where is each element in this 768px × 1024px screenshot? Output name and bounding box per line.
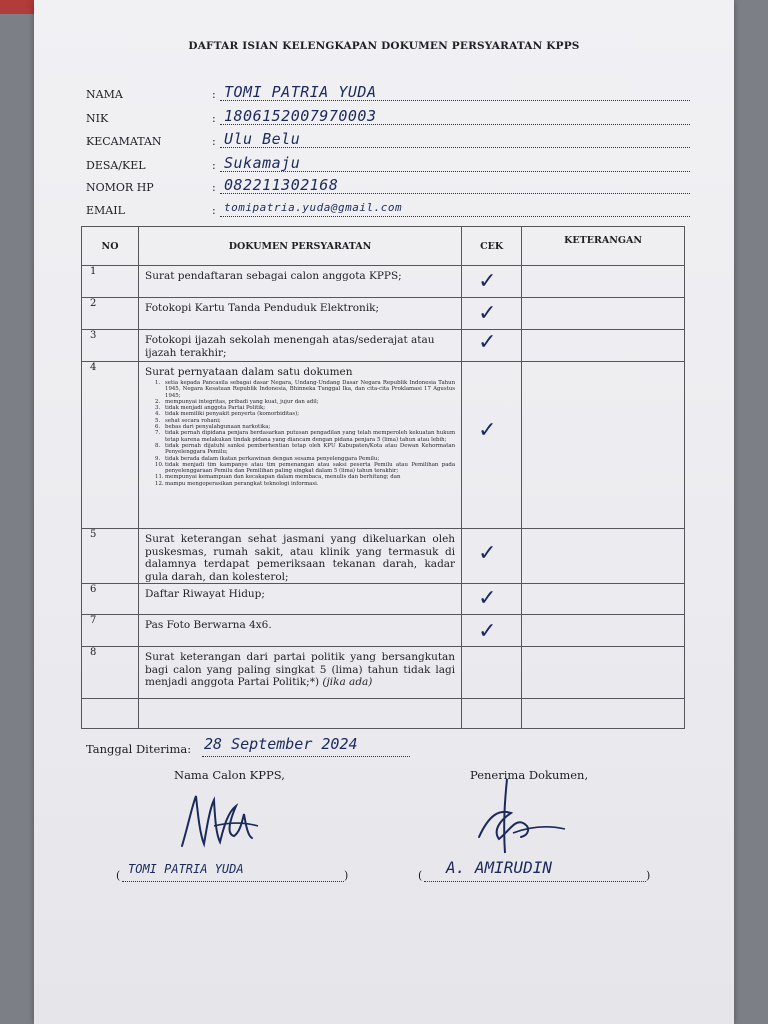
field-value-nik[interactable]: 1806152007970003 [224, 107, 377, 125]
table-row [82, 298, 685, 330]
row-ket[interactable] [522, 615, 685, 647]
field-colon: : [212, 159, 216, 172]
right-paren-close: ) [646, 869, 651, 882]
field-colon: : [212, 181, 216, 194]
row-no: 1 [82, 266, 139, 298]
right-signature-name[interactable]: A. AMIRUDIN [446, 858, 552, 877]
list-item: 11. mempunyai kemampuan dan kecakapan dalam membaca, menulis dan berhitung; dan [155, 474, 401, 481]
check-mark-icon: ✓ [478, 541, 497, 566]
row-doc-title: Surat pernyataan dalam satu dokumen [145, 366, 353, 378]
row-cek[interactable] [462, 298, 522, 330]
field-value-desa[interactable]: Sukamaju [224, 154, 301, 172]
list-item: 7. tidak pernah dipidana penjara berdasarkan putusan pengadilan yang telah memperoleh kekuatan hukum tetap karena melakukan tindak pidana yang diancam dengan pidana penjara 5 (lima) tahun atau lebih; [155, 430, 456, 443]
field-colon: : [212, 88, 216, 101]
tanggal-value[interactable]: 28 September 2024 [204, 735, 358, 753]
list-item: 10. tidak menjadi tim kampanye atau tim pemenangan atau saksi peserta Pemilu atau Pemilihan pada penyelenggaraan Pemilu dan Pemilihan paling singkat dalam 5 (lima) tahun terakhir; [155, 461, 456, 475]
row-doc: Fotokopi Kartu Tanda Penduduk Elektronik; [139, 298, 462, 330]
list-item: 12. mampu mengoperasikan perangkat teknologi informasi. [155, 480, 319, 487]
row-ket[interactable] [522, 362, 685, 529]
row-doc: Surat keterangan sehat jasmani yang dikeluarkan oleh puskesmas, rumah sakit, atau klinik yang termasuk di dalamnya terdapat pemeriksaan tekanan darah, kadar gula darah, dan kolesterol; [139, 529, 462, 584]
field-value-nama[interactable]: TOMI PATRIA YUDA [224, 83, 377, 101]
row-no: 6 [82, 584, 139, 615]
list-item: 1. setia kepada Pancasila sebagai dasar Negara, Undang-Undang Dasar Negara Republik Indonesia Tahun 1945, Negara Kesatuan Republik Indonesia, Bhinneka Tunggal Ika, dan cita-cita Proklamasi 17 Agustus 1945; [155, 380, 456, 399]
row-doc: Pas Foto Berwarna 4x6. [139, 615, 462, 647]
table-header-row [82, 227, 685, 266]
left-paren-close: ) [344, 869, 349, 882]
document-table [81, 226, 685, 729]
right-signature-title: Penerima Dokumen, [470, 768, 589, 782]
field-dotline [220, 215, 690, 217]
row-doc: Daftar Riwayat Hidup; [139, 584, 462, 615]
form-title: DAFTAR ISIAN KELENGKAPAN DOKUMEN PERSYARATAN KPPS [188, 40, 580, 52]
field-value-hp[interactable]: 082211302168 [224, 176, 339, 194]
row-no [82, 699, 139, 729]
form-paper [34, 0, 734, 1024]
check-mark-icon: ✓ [478, 301, 497, 326]
header-doc: DOKUMEN PERSYARATAN [139, 227, 462, 266]
table-row [82, 529, 685, 584]
row-ket[interactable] [522, 298, 685, 330]
check-mark-icon: ✓ [478, 269, 497, 294]
list-item: 9. tidak berada dalam ikatan perkawinan dengan sesama penyelenggara Pemilu; [155, 455, 380, 462]
row-cek[interactable] [462, 266, 522, 298]
field-dotline [220, 170, 690, 172]
list-item: 8. tidak pernah dijatuhi sanksi pemberhentian tetap oleh KPU Kabupaten/Kota atau Dewan Kehormatan Penyelenggara Pemilu; [155, 442, 456, 456]
left-paren-open: ( [116, 869, 121, 882]
field-label-nik: NIK [86, 112, 109, 125]
left-signature-name[interactable]: TOMI PATRIA YUDA [128, 862, 244, 876]
field-colon: : [212, 204, 216, 217]
row-no: 4 [82, 362, 139, 529]
field-label-nama: NAMA [86, 88, 123, 101]
row-doc [139, 362, 462, 529]
row-no: 5 [82, 529, 139, 584]
row-no: 2 [82, 298, 139, 330]
list-item: 5. sehat secara rohani; [155, 417, 221, 424]
table-row [82, 584, 685, 615]
table-row [82, 362, 685, 529]
row-ket[interactable] [522, 330, 685, 362]
row-doc: Surat keterangan dari partai politik yang bersangkutan bagi calon yang paling singkat 5 (lima) tahun tidak lagi menjadi anggota Partai Politik;*) (jika ada) [139, 647, 462, 699]
header-cek: CEK [462, 227, 522, 266]
field-label-kecamatan: KECAMATAN [86, 135, 162, 148]
field-dotline [220, 192, 690, 194]
row-ket[interactable] [522, 584, 685, 615]
row-cek[interactable] [462, 330, 522, 362]
left-signature-title: Nama Calon KPPS, [174, 768, 285, 782]
list-item: 6. bebas dari penyalahgunaan narkotika; [155, 424, 271, 431]
tanggal-label: Tanggal Diterima: [86, 742, 192, 756]
row-doc [139, 699, 462, 729]
row-doc: Surat pendaftaran sebagai calon anggota KPPS; [139, 266, 462, 298]
left-signature-icon [174, 786, 264, 858]
check-mark-icon: ✓ [478, 619, 497, 644]
row-ket[interactable] [522, 699, 685, 729]
right-signature-icon [459, 775, 579, 865]
field-colon: : [212, 135, 216, 148]
field-value-email[interactable]: tomipatria.yuda@gmail.com [224, 201, 403, 214]
row-ket[interactable] [522, 266, 685, 298]
list-item: 3. tidak menjadi anggota Partai Politik; [155, 405, 266, 412]
row-ket[interactable] [522, 529, 685, 584]
row-cek[interactable] [462, 699, 522, 729]
table-row [82, 647, 685, 699]
field-value-kecamatan[interactable]: Ulu Belu [224, 130, 301, 148]
list-item: 2. mempunyai integritas, pribadi yang kuat, jujur dan adil; [155, 398, 319, 405]
right-paren-open: ( [418, 869, 423, 882]
check-mark-icon: ✓ [478, 586, 497, 611]
check-mark-icon: ✓ [478, 330, 497, 355]
field-dotline [220, 123, 690, 125]
row-no: 7 [82, 615, 139, 647]
field-label-email: EMAIL [86, 204, 125, 217]
table-row [82, 699, 685, 729]
statement-list [145, 380, 455, 487]
row-cek[interactable] [462, 647, 522, 699]
left-name-dotline [122, 881, 344, 882]
header-ket: KETERANGAN [522, 227, 685, 266]
row-cek[interactable] [462, 584, 522, 615]
row-ket[interactable] [522, 647, 685, 699]
header-no: NO [82, 227, 139, 266]
row-no: 3 [82, 330, 139, 362]
field-dotline [220, 99, 690, 101]
red-edge [0, 0, 38, 14]
field-dotline [220, 146, 690, 148]
table-row [82, 266, 685, 298]
check-mark-icon: ✓ [478, 418, 497, 443]
table-row [82, 330, 685, 362]
list-item: 4. tidak memiliki penyakit penyerta (komorbiditas); [155, 411, 300, 418]
row-cek[interactable] [462, 362, 522, 529]
row-cek[interactable] [462, 615, 522, 647]
right-name-dotline [424, 881, 646, 882]
table-row [82, 615, 685, 647]
row-no: 8 [82, 647, 139, 699]
row-doc: Fotokopi ijazah sekolah menengah atas/sederajat atau ijazah terakhir; [139, 330, 462, 362]
row-cek[interactable] [462, 529, 522, 584]
field-label-desa: DESA/KEL [86, 159, 146, 172]
field-label-hp: NOMOR HP [86, 181, 154, 194]
field-colon: : [212, 112, 216, 125]
tanggal-dotline [202, 756, 410, 757]
